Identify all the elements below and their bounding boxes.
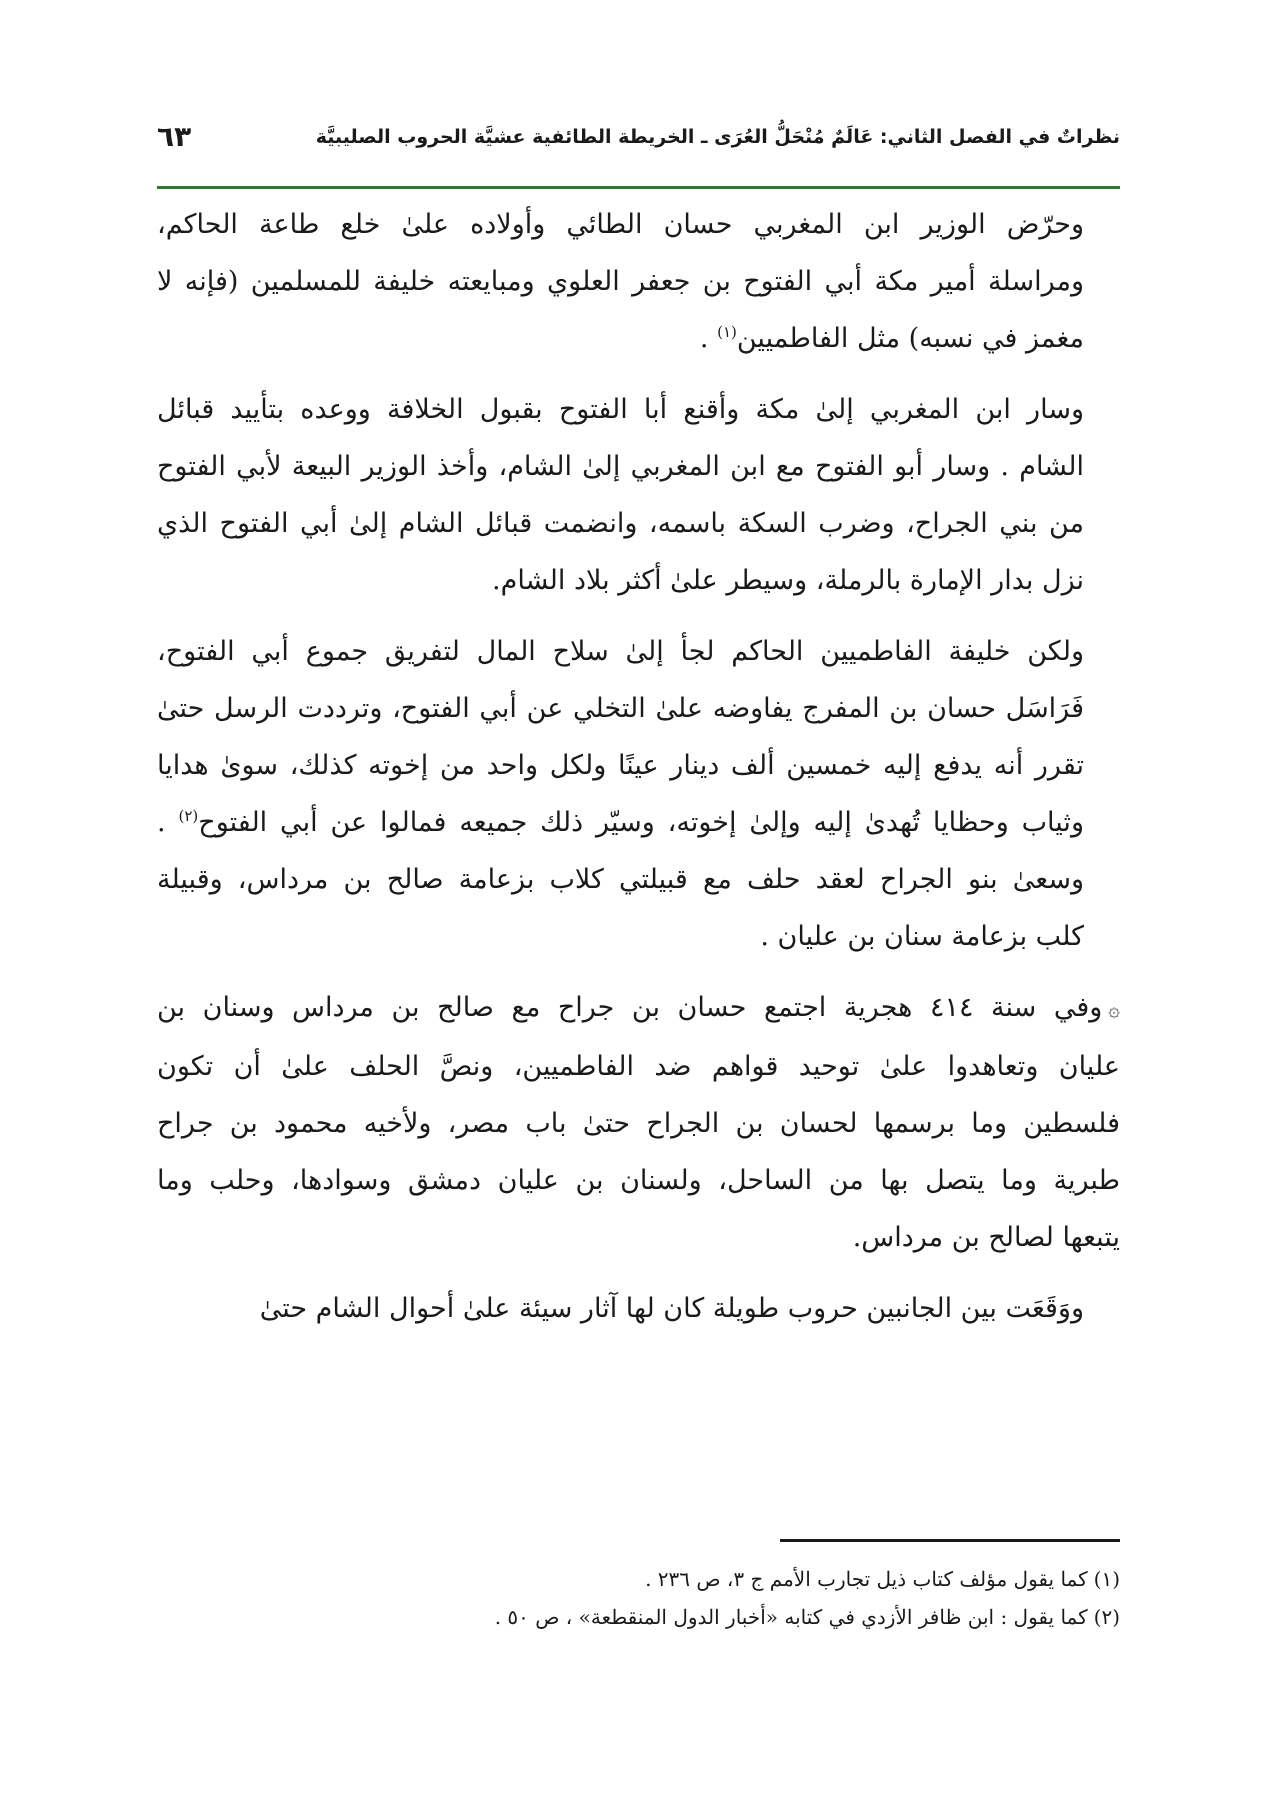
page-number: ٦٣: [157, 120, 192, 153]
text-segment: وفي سنة ٤١٤ هجرية اجتمع حسان بن جراح مع صالح بن مرداس وسنان بن: [157, 992, 1103, 1023]
paragraph: [157, 381, 1120, 609]
footnote-reference[interactable]: (١): [717, 323, 737, 341]
footnote-number: (٢): [1093, 1605, 1120, 1629]
paragraph: [157, 196, 1120, 367]
footnote-text: كما يقول مؤلف كتاب ذيل تجارب الأمم ج ٣، ص ٢٣٦ .: [645, 1567, 1088, 1591]
text-line: عليان وتعاهدوا علىٰ توحيد قواهم ضد الفاطميين، ونصَّ الحلف علىٰ أن تكون: [157, 1051, 1120, 1082]
footnote-divider: [780, 1539, 1120, 1542]
text-line: تقرر أنه يدفع إليه خمسين ألف دينار عينًا ولكل واحد من إخوته كذلك، سوىٰ هدايا: [157, 750, 1084, 781]
paragraph: [157, 979, 1120, 1266]
text-line: الشام . وسار أبو الفتوح مع ابن المغربي إلىٰ الشام، وأخذ الوزير البيعة لأبي الفتوح: [157, 451, 1084, 482]
body-text: [157, 196, 1120, 1351]
text-segment: .: [699, 323, 709, 354]
footnotes: [157, 1560, 1120, 1636]
text-line: ومراسلة أمير مكة أبي الفتوح بن جعفر العلوي ومبايعته خليفة للمسلمين (فإنه لا: [157, 266, 1084, 297]
running-title: نظراتٌ في الفصل الثاني: عَالَمٌ مُنْحَلُّ العُرَى ـ الخريطة الطائفية عشيَّة الحروب الصليبيَّة: [315, 126, 1120, 148]
text-line: فَرَاسَل حسان بن المفرج يفاوضه علىٰ التخلي عن أبي الفتوح، وترددت الرسل حتىٰ: [157, 693, 1084, 724]
text-line: [157, 979, 1120, 1038]
footnote: [157, 1560, 1120, 1598]
text-line: فلسطين وما برسمها لحسان بن الجراح حتىٰ باب مصر، ولأخيه محمود بن جراح: [157, 1108, 1120, 1139]
ornament-icon: ۞: [1108, 997, 1120, 1021]
footnote-number: (١): [1093, 1567, 1120, 1591]
text-line: ولكن خليفة الفاطميين الحاكم لجأ إلىٰ سلاح المال لتفريق جموع أبي الفتوح،: [157, 636, 1084, 667]
page-header: [157, 122, 1120, 162]
text-line: من بني الجراح، وضرب السكة باسمه، وانضمت قبائل الشام إلىٰ أبي الفتوح الذي: [157, 508, 1084, 539]
footnote-reference[interactable]: (٢): [178, 807, 199, 825]
text-line: وسعىٰ بنو الجراح لعقد حلف مع قبيلتي كلاب بزعامة صالح بن مرداس، وقبيلة: [157, 864, 1084, 895]
header-rule: [157, 186, 1120, 189]
text-segment: وثياب وحظايا تُهدىٰ إليه وإلىٰ إخوته، وسيّر ذلك جميعه فمالوا عن أبي الفتوح: [198, 807, 1084, 838]
text-line: يتبعها لصالح بن مرداس.: [852, 1222, 1120, 1253]
text-line: نزل بدار الإمارة بالرملة، وسيطر علىٰ أكثر بلاد الشام.: [492, 565, 1084, 596]
text-line: وحرّض الوزير ابن المغربي حسان الطائي وأولاده علىٰ خلع طاعة الحاكم،: [157, 209, 1084, 240]
text-segment: .: [157, 807, 166, 838]
text-line: [157, 794, 1120, 851]
paragraph: [157, 623, 1120, 965]
footnote-text: كما يقول : ابن ظافر الأزدي في كتابه «أخبار الدول المنقطعة» ، ص ٥٠ .: [494, 1605, 1088, 1629]
paragraph: [157, 1280, 1120, 1337]
text-line: وسار ابن المغربي إلىٰ مكة وأقنع أبا الفتوح بقبول الخلافة ووعده بتأييد قبائل: [157, 394, 1084, 425]
text-line: طبرية وما يتصل بها من الساحل، ولسنان بن عليان دمشق وسوادها، وحلب وما: [157, 1165, 1120, 1196]
text-segment: مغمز في نسبه) مثل الفاطميين: [736, 323, 1084, 354]
text-line: [157, 310, 1120, 367]
text-line: كلب بزعامة سنان بن عليان .: [760, 921, 1084, 952]
text-line: ووَقَعَت بين الجانبين حروب طويلة كان لها آثار سيئة علىٰ أحوال الشام حتىٰ: [259, 1293, 1084, 1324]
footnote: [157, 1598, 1120, 1636]
